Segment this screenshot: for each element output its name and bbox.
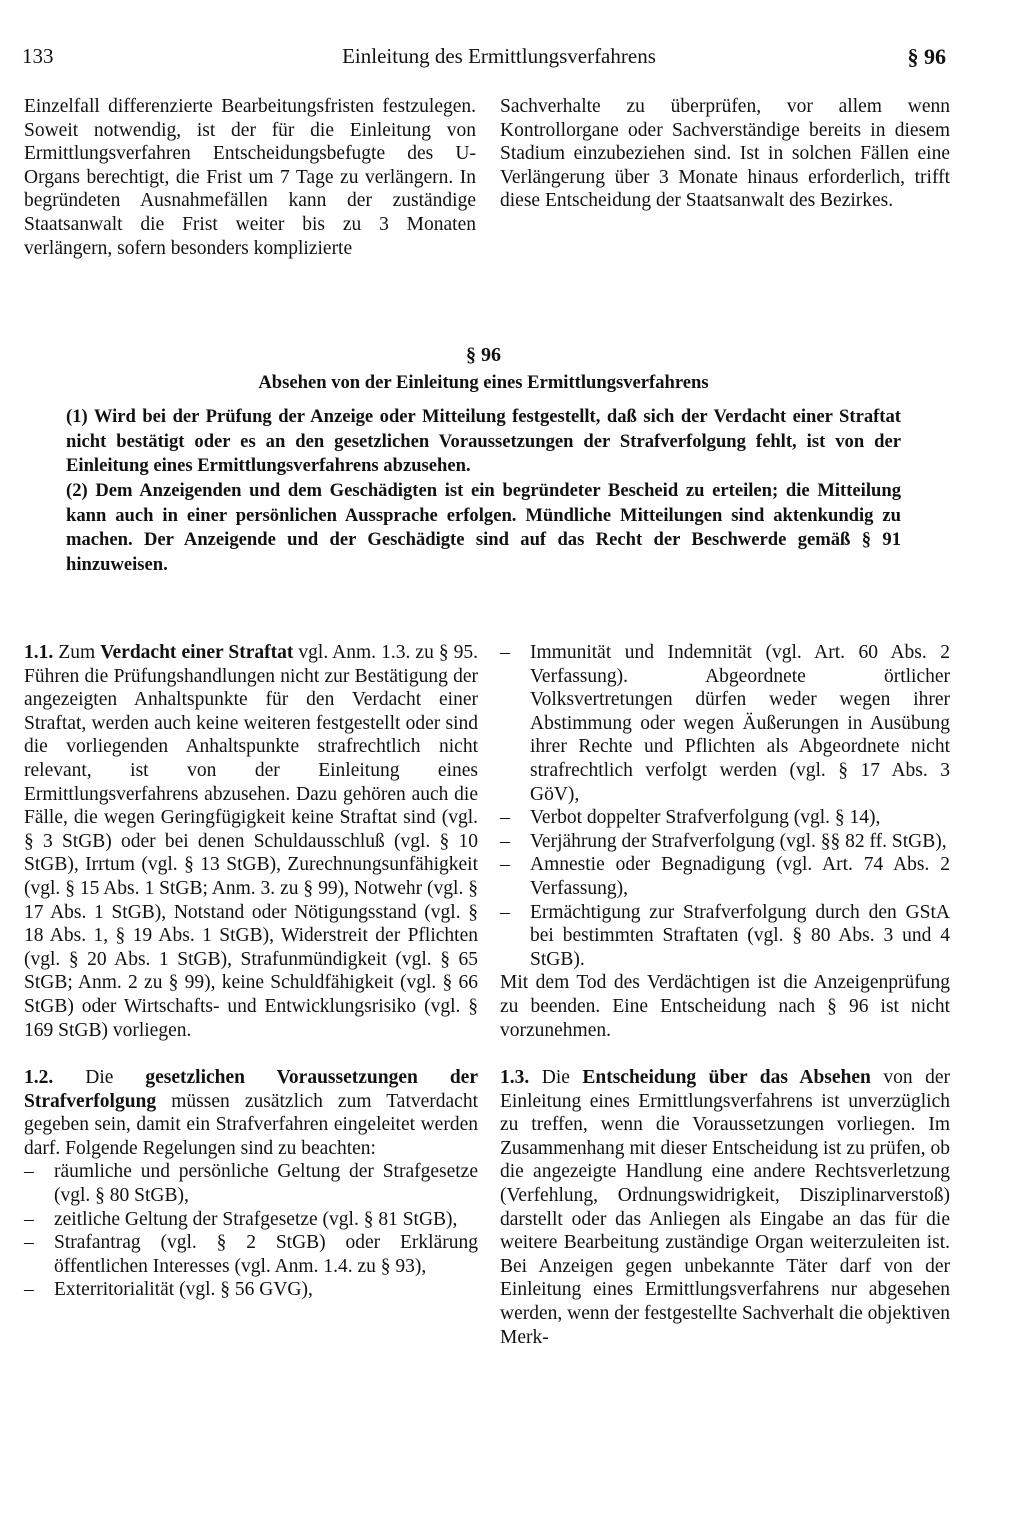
statute-paragraph-1: (1) Wird bei der Prüfung der Anzeige oder Mitteilung festgestellt, daß sich der Verdacht einer Straftat nicht bestätigt oder es an den gesetzlichen Voraussetzungen der Strafverfolgung fehlt, ist von der Einleitung eines Ermittlungsverfahrens abzusehen. xyxy=(66,406,901,477)
list-item: – Ermächtigung zur Strafverfolgung durch den GStA bei bestimmten Straftaten (vgl. § 80 Abs. 3 und 4 StGB). xyxy=(500,901,950,972)
list-item: – Amnestie oder Begnadigung (vgl. Art. 74 Abs. 2 Verfassung), xyxy=(500,853,950,900)
section-reference: § 96 xyxy=(907,44,946,69)
page-number: 133 xyxy=(22,44,54,68)
statute-paragraph-2: (2) Dem Anzeigenden und dem Geschädigten ist ein begründeter Bescheid zu erteilen; die Mitteilung kann auch in einer persönlichen Aussprache erfolgen. Mündliche Mitteilungen sind aktenkundig zu machen. Der Anzeigende und der Geschädigte sind auf das Recht der Beschwerde gemäß § 91 hinzuweisen. xyxy=(66,479,901,575)
list-item: – Exterritorialität (vgl. § 56 GVG), xyxy=(24,1278,478,1302)
list-item: – räumliche und persönliche Geltung der Strafgesetze (vgl. § 80 StGB), xyxy=(24,1160,478,1207)
list-item: – Verjährung der Strafverfolgung (vgl. §§ 82 ff. StGB), xyxy=(500,830,950,854)
annotation-number: 1.2. xyxy=(24,1067,54,1089)
list-item: – Immunität und Indemnität (vgl. Art. 60 Abs. 2 Verfassung). Abgeordnete örtlicher Volksvertretungen dürfen weder wegen ihrer Abstimmung oder wegen Äußerungen in Ausübung ihrer Rechte und Pflichten als Abgeordnete nicht strafrechtlich verfolgt werden (vgl. § 17 Abs. 3 GöV), xyxy=(500,641,950,806)
paragraph-gap xyxy=(24,1042,478,1066)
top-left-column xyxy=(24,95,476,260)
running-head xyxy=(22,44,946,78)
annotation-lead: Die xyxy=(541,1067,570,1089)
annotations-right-column xyxy=(500,641,950,1349)
top-right-column xyxy=(500,95,950,213)
annotation-lead: Die xyxy=(85,1067,114,1089)
list-item: – zeitliche Geltung der Strafgesetze (vgl. § 81 StGB), xyxy=(24,1208,478,1232)
statute-section xyxy=(66,343,901,577)
prerequisites-list xyxy=(24,1160,478,1302)
annotation-keyword: Entscheidung über das Absehen xyxy=(582,1067,871,1089)
annotation-text: vgl. Anm. 1.3. zu § 95. Führen die Prüfungshandlungen nicht zur Bestätigung der angezeigten Anhaltspunkte für den Verdacht einer Straftat, werden auch keine weiteren festgestellt oder sind die vorliegenden Anhaltspunkte strafrechtlich nicht relevant, ist von der Einleitung eines Ermittlungsverfahrens abzusehen. Dazu gehören auch die Fälle, die wegen Geringfügigkeit keine Straftat sind (vgl. § 3 StGB) oder bei denen Schuldausschluß (vgl. § 10 StGB), Irrtum (vgl. § 13 StGB), Zurechnungsunfähigkeit (vgl. § 15 Abs. 1 StGB; Anm. 3. zu § 99), Notwehr (vgl. § 17 Abs. 1 StGB), Notstand oder Nötigungsstand (vgl. § 18 Abs. 1, § 19 Abs. 1 StGB), Widerstreit der Pflichten (vgl. § 20 Abs. 1 StGB), Strafunmündigkeit (vgl. § 65 StGB; Anm. 2 zu § 99), keine Schuldfähigkeit (vgl. § 66 StGB) oder Wirtschafts- und Entwicklungsrisiko (vgl. § 169 StGB) vorliegen. xyxy=(24,642,479,1041)
annotation-keyword: Verdacht einer Straftat xyxy=(100,642,294,663)
annotation-closing: Mit dem Tod des Verdächtigen ist die Anzeigenprüfung zu beenden. Eine Entscheidung nach § 96 ist nicht vorzunehmen. xyxy=(500,972,950,1041)
annotation-lead: Zum xyxy=(58,642,96,663)
list-item: – Verbot doppelter Strafverfolgung (vgl. § 14), xyxy=(500,806,950,830)
prerequisites-list-continued xyxy=(500,641,950,971)
annotation-number: 1.3. xyxy=(500,1067,530,1089)
list-item: – Strafantrag (vgl. § 2 StGB) oder Erklärung öffentlichen Interesses (vgl. Anm. 1.4. zu § 93), xyxy=(24,1231,478,1278)
continued-text-right: Sachverhalte zu überprüfen, vor allem wenn Kontrollorgane oder Sachverständige bereits in diesem Stadium einzubeziehen sind. Ist in solchen Fällen eine Verlängerung über 3 Monate hinaus erforderlich, trifft diese Entscheidung der Staatsanwalt des Bezirkes. xyxy=(500,96,950,212)
section-number: § 96 xyxy=(466,344,501,366)
annotation-text: von der Einleitung eines Ermittlungsverfahrens ist unverzüglich zu treffen, wenn die Voraussetzungen vorliegen. Im Zusammenhang mit dieser Entscheidung ist zu prüfen, ob die angezeigte Handlung eine andere Rechtsverletzung (Verfehlung, Ordnungswidrigkeit, Disziplinarverstoß) darstellt oder das Anliegen als Eingabe an das für die weitere Bearbeitung zuständige Organ weiterzuleiten ist. Bei Anzeigen gegen unbekannte Täter darf von der Einleitung eines Ermittlungsverfahrens nur abgesehen werden, wenn der festgestellte Sachverhalt die objektiven Merk- xyxy=(500,1067,951,1348)
annotation-1-2 xyxy=(24,1066,478,1160)
section-title: Absehen von der Einleitung eines Ermittlungsverfahrens xyxy=(258,371,709,393)
annotation-number: 1.1. xyxy=(24,642,54,663)
annotation-1-1 xyxy=(24,641,478,1042)
running-title: Einleitung des Ermittlungsverfahrens xyxy=(342,44,656,68)
annotation-text: müssen zusätzlich zum Tatverdacht gegeben sein, damit ein Strafverfahren eingeleitet werden darf. Folgende Regelungen sind zu beachten: xyxy=(24,1090,479,1159)
continued-text-left: Einzelfall differenzierte Bearbeitungsfristen festzulegen. Soweit notwendig, ist der für die Einleitung von Ermittlungsverfahren Entscheidungsbefugte des U-Organs berechtigt, die Frist um 7 Tage zu verlängern. In begründeten Ausnahmefällen kann der zuständige Staatsanwalt die Frist weiter bis zu 3 Monaten verlängern, sofern besonders komplizierte xyxy=(24,96,476,259)
paragraph-gap xyxy=(500,1042,950,1066)
annotations-left-column xyxy=(24,641,478,1302)
annotation-keyword: gesetzlichen Voraussetzungen der Strafverfolgung xyxy=(24,1067,478,1112)
annotation-1-3 xyxy=(500,1066,950,1349)
